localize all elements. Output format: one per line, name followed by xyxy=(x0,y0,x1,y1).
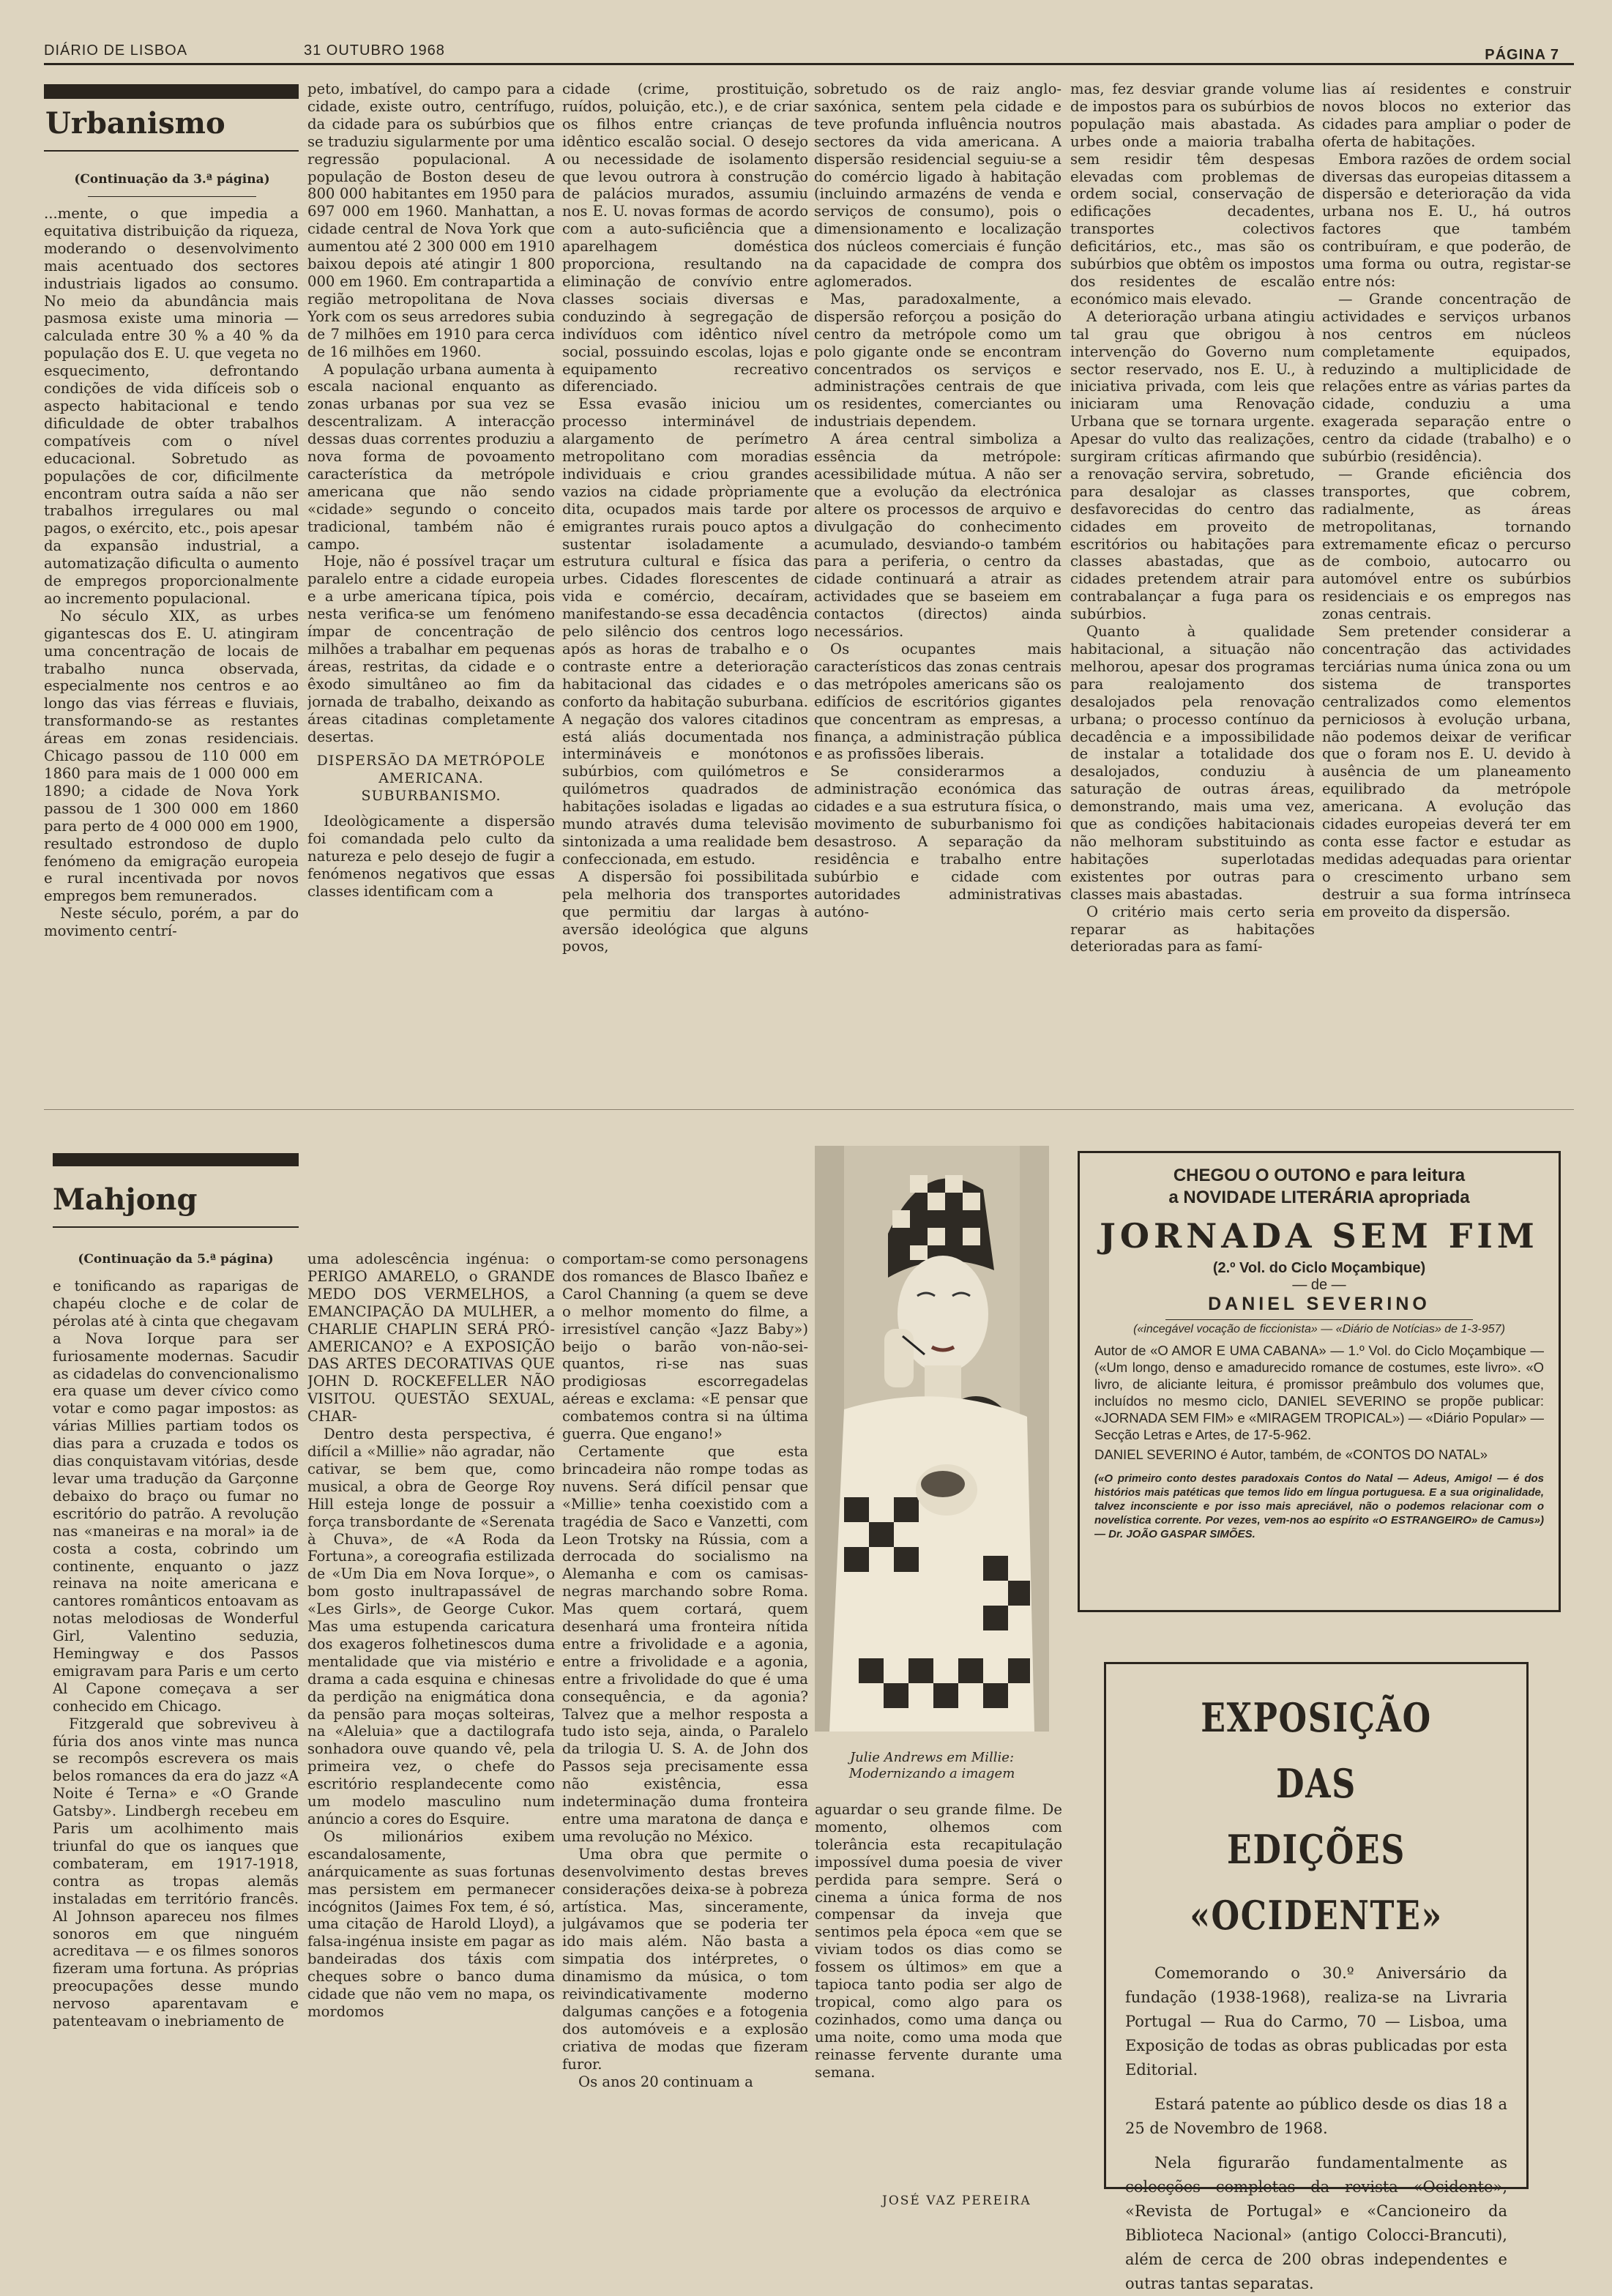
urbanismo-title-bar xyxy=(44,84,299,99)
paragraph: Neste século, porém, a par do movimento centrí- xyxy=(44,905,299,940)
exhibition-title-1: EXPOSIÇÃO DAS xyxy=(1201,1694,1432,1807)
newspaper-name: DIÁRIO DE LISBOA xyxy=(44,42,188,59)
paragraph: A dispersão foi possibilitada pela melhoria dos transportes que permitiu dar largas à aversão ideológica que alguns povos, xyxy=(562,868,808,955)
masthead-rule xyxy=(44,63,1574,65)
paragraph: Os anos 20 continuam a xyxy=(578,2073,753,2090)
paragraph: lias aí residentes e construir novos blocos no exterior das cidades para ampliar o poder de oferta de habitações. xyxy=(1322,81,1571,150)
ad-divider xyxy=(1165,1319,1473,1320)
paragraph: Estará patente ao público desde os dias 18 a 25 de Novembro de 1968. xyxy=(1125,2095,1507,2137)
photo-illustration xyxy=(815,1146,1049,1732)
urbanismo-title: Urbanismo xyxy=(45,106,225,141)
paragraph: Uma obra que permite o desenvolvimento destas breves considerações deixa-se à pobreza artística. Mas, sinceramente, julgávamos que se poderia ter ido mais além. Não basta a simpatia dos intérpretes, o dinamismo da música, o tom reivindicativamente moderno dalgumas canções e a fotogenia dos automóveis e a explosão criativa de modas que fizeram furor. xyxy=(562,1845,808,2073)
section-divider xyxy=(44,1109,1574,1110)
paragraph: Fitzgerald que sobreviveu à fúria dos anos vinte mas nunca se recompôs escrevera os mais belos romances da era do jazz «A Noite é Terna» e «O Grande Gatsby». Lindbergh recebeu em Paris um acolhimento mais triunfal do que os ianques que combateram, em 1917-1918, contra as tropas alemãs instaladas em território francês. Al Johnson apareceu nos filmes sonoros em que ninguém acreditava — e os filmes sonoros fizeram uma fortuna. As próprias preocupações desse mundo nervoso aparentavam e patenteavam o inebriamento de xyxy=(53,1715,299,2030)
urbanismo-continuation: (Continuação da 3.ª página) xyxy=(74,172,270,187)
press-quote: («incegável vocação de ficcionista» — «Diário de Notícias» de 1-3-957) xyxy=(1133,1323,1505,1335)
paragraph: A população urbana aumenta à escala nacional enquanto as zonas urbanas por sua vez se descentralizam. A interacção dessas duas correntes produziu a nova forma de povoamento característica da metrópole americana que não sendo «cidade» segundo o conceito tradicional, também não é campo. xyxy=(307,360,555,553)
section-subheading: DISPERSÃO DA METRÓPOLE AMERICANA. SUBURBANISMO. xyxy=(316,753,546,805)
paragraph: Os ocupantes mais característicos das zonas centrais das metrópoles americans são os edifícios de escritórios gigantes que concentram as empresas, a finança, a administração pública e as profissões liberais. xyxy=(814,641,1061,763)
mahjong-column-4 xyxy=(815,1801,1062,2182)
author-signature: JOSÉ VAZ PEREIRA xyxy=(882,2194,1031,2208)
paragraph: — Grande eficiência dos transportes, que cobrem, radialmente, as áreas metropolitanas, tornando extremamente eficaz o percurso de comboio, autocarro ou automóvel entre os subúrbios residenciais e os empregos nas zonas centrais. xyxy=(1322,465,1571,623)
mahjong-title: Mahjong xyxy=(53,1182,198,1217)
book-volume: (2.º Vol. do Ciclo Moçambique) xyxy=(1212,1260,1426,1276)
mahjong-continuation: (Continuação da 5.ª página) xyxy=(78,1252,274,1267)
paragraph: — Grande concentração de actividades e serviços urbanos nos centros em núcleos completamente equipados, reduzindo a multiplicidade de relações entre as várias partes da cidade, conduziu a uma exagerada separação entre o centro da cidade (trabalho) e o subúrbio (residência). xyxy=(1322,290,1571,466)
ad-review: («O primeiro conto destes paradoxais Contos do Natal — Adeus, Amigo! — é dos histórios mais patéticas que temos lido em língua portuguesa. E a sua originalidade, talvez inconsciente e por isso mais apreciável, não o podemos relacionar com o novelística corrente. Por vezes, vem-nos ao espírito «O ESTRANGEIRO» de Camus») — Dr. JOÃO GASPAR SIMÕES. xyxy=(1094,1472,1544,1540)
ad-body: Autor de «O AMOR E UMA CABANA» — 1.º Vol. do Ciclo Moçambique — («Um longo, denso e amadurecido romance de costumes, este livro». «O livro, de aliciante leitura, é promissor preâmbulo dos volumes que, incluídos no mesmo ciclo, DANIEL SEVERINO se propõe publicar: «JORNADA SEM FIM» e «MIRAGEM TROPICAL») — «Diário Popular» — Secção Letras e Artes, de 17-5-962. xyxy=(1094,1343,1544,1442)
paragraph: e tonificando as raparigas de chapéu cloche e de colar de pérolas até à cinta que chegavam a Nova Iorque para ser furiosamente modernas. Sacudir as cidadelas do convencionalismo era quase um dever cívico como votar e como pagar impostos: as várias Millies partiam todos os dias para a cruzada e todos os dias conquistavam vitórias, desde levar uma tradução da Garçonne debaixo do braço ou fumar no escritório do patrão. A revolução nas «maneiras e na moral» ia de costa a costa, cobrindo um continente, enquanto o jazz reinava na noite americana e cantores românticos entoavam as notas melodiosas de Wonderful Girl, Valentino seduzia, Hemingway e dos Passos emigravam para Paris e um certo Al Capone começava a ser conhecido em Chicago. xyxy=(53,1278,299,1715)
ad-headline-2: a NOVIDADE LITERÁRIA apropriada xyxy=(1168,1188,1470,1207)
ad-headline-1: CHEGOU O OUTONO e para leitura xyxy=(1173,1166,1466,1185)
paragraph: uma adolescência ingénua: o PERIGO AMARELO, o GRANDE MEDO DOS VERMELHOS, a EMANCIPAÇÃO DA MULHER, a CHARLIE CHAPLIN SERÁ PRÓ-AMERICANO? e A EXPOSIÇÃO DAS ARTES DECORATIVAS QUE JOHN D. ROCKEFELLER NÃO VISITOU. QUESTÃO SEXUAL, CHAR- xyxy=(307,1250,555,1425)
book-title: JORNADA SEM FIM xyxy=(1100,1216,1539,1256)
paragraph: No século XIX, as urbes gigantescas dos E. U. atingiram uma concentração de locais de trabalho nunca observada, especialmente nos centros e ao longo das vias férreas e fluviais, transformando-se as restantes áreas em zonas residenciais. Chicago passou de 110 000 em 1860 para mais de 1 000 000 em 1890; a cidade de Nova York passou de 1 300 000 em 1860 para perto de 4 000 000 em 1900, resultado estrondoso de duplo fenómeno da emigração europeia e rural incentivada por novos empregos bem remunerados. xyxy=(44,607,299,905)
page-number: PÁGINA 7 xyxy=(1485,47,1559,63)
paragraph: mas, fez desviar grande volume de impostos para os subúrbios de população mais abastada. As urbes onde a maioria trabalha sem residir têm despesas elevadas com problemas de ordem social, conservação de edificações decadentes, transportes colectivos deficitários, etc., mas são os subúrbios que obtêm os impostos dos residentes de escalão económico mais elevado. xyxy=(1070,81,1315,308)
urbanismo-column-3 xyxy=(562,81,808,1084)
paragraph: peto, imbatível, do campo para a cidade, existe outro, centrífugo, da cidade para os subúrbios que se traduziu sigularmente por uma regressão populacional. A população de Boston deseu de 800 000 habitantes em 1950 para 697 000 em 1960. Manhattan, a cidade central de Nova York que aumentou até 2 300 000 em 1910 baixou depois até atingir 1 800 000 em 1960. Em contrapartida a região metropolitana de Nova York com os seus arredores subia de 7 milhões em 1910 para cerca de 16 milhões em 1960. xyxy=(307,81,555,360)
mahjong-column-3 xyxy=(562,1250,808,2189)
paragraph: ...mente, o que impedia a equitativa distribuição da riqueza, moderando o desenvolvimento mais acentuado dos sectores industriais ligados ao consumo. No meio da abundância mais pasmosa existe uma minoria — calculada entre 30 % a 40 % da população dos E. U. que vegeta no esquecimento, defrontando condições de vida difíceis sob o aspecto habitacional e tendo dificuldade de obter trabalhos compatíveis com o nível educacional. Sobretudo as populações de cor, dificilmente encontram outra saída a não ser trabalhos irregulares ou mal pagos, o exército, etc., pois apesar da expansão industrial, a automatização dificulta o aumento de empregos proporcionalmente ao incremento populacional. xyxy=(44,205,299,607)
paragraph: A deterioração urbana atingiu tal grau que obrigou à intervenção do Governo num sector reservado, nos E. U., à iniciativa privada, com leis que iniciaram uma Renovação Urbana que se tornara urgente. Apesar do vulto das realizações, surgiram críticas afirmando que a renovação servira, sobretudo, para desalojar as classes desfavorecidas do centro das cidades em proveito de escritórios ou habitações para classes abastadas, que as cidades pretendem atrair para contrabalançar a fuga para os subúrbios. xyxy=(1070,308,1315,623)
mahjong-title-bar xyxy=(53,1153,299,1166)
exhibition-title-2: EDIÇÕES «OCIDENTE» xyxy=(1190,1826,1443,1939)
book-author: DANIEL SEVERINO xyxy=(1208,1294,1430,1314)
mahjong-column-1 xyxy=(53,1278,299,2189)
paragraph: Se considerarmos a administração económica das cidades e a sua estrutura física, o movimento de suburbanismo foi desastroso. A separação da residência e trabalho entre subúrbio e cidade com autoridades administrativas autóno- xyxy=(814,763,1061,920)
paragraph: cidade (crime, prostituição, ruídos, poluição, etc.), e de criar os filhos entre crianças de idêntico escalão social. O desejo ou necessidade de isolamento que levou outrora à construção de palácios murados, assumiu nos E. U. novas formas de acordo com a auto-suficiência que a aparelhagem doméstica proporciona, resultando na eliminação de convívio entre classes sociais diversas e conduzindo à segregação de indivíduos com idêntico nível social, possuindo escolas, lojas e equipamento recreativo diferenciado. xyxy=(562,81,808,395)
book-advertisement xyxy=(1078,1151,1561,1612)
paragraph: Comemorando o 30.º Aniversário da fundação (1938-1968), realiza-se na Livraria Portugal — Rua do Carmo, 70 — Lisboa, uma Exposição de todas as obras publicadas por esta Editorial. xyxy=(1125,1964,1507,2079)
paragraph: Os milionários exibem escandalosamente, anárquicamente as suas fortunas mas persistem em permanecer incógnitos (Jaimes Fox tem, é só, uma citação de Harold Lloyd), a falsa-ingénua insiste em pagar as bandeiradas dos táxis com cheques sobre o banco duma cidade que não vem no mapa, os mordomos xyxy=(307,1827,555,2020)
paragraph: Essa evasão iniciou um processo interminável de alargamento de perímetro metropolitano com moradias individuais e criou grandes vazios na cidade pròpriamente dita, ocupados mais tarde por emigrantes rurais pouco aptos a sustentar isoladamente a estrutura cultural e física das urbes. Cidades florescentes de vida e comércio, decaíram, manifestando-se essa decadência pelo silêncio dos centros logo após as horas de trabalho e o contraste entre a deterioração habitacional das cidades e o conforto da habitação suburbana. A negação dos valores citadinos está aliás documentada nos intermináveis e monótonos subúrbios, com quilómetros e quilómetros quadrados de habitações isoladas e ligadas ao mundo através duma televisão sintonizada a uma realidade bem confeccionada, em estudo. xyxy=(562,395,808,868)
mahjong-column-2 xyxy=(307,1250,555,2189)
paragraph: Embora razões de ordem social diversas das europeias ditassem a dispersão e deterioração da vida urbana nos E. U., há outros factores que também contribuíram, e que poderão, de uma forma ou outra, registar-se entre nós: xyxy=(1322,150,1571,290)
film-still-photo xyxy=(815,1146,1049,1732)
exhibition-advertisement xyxy=(1104,1662,1529,2292)
paragraph: comportam-se como personagens dos romances de Blasco Ibañez e Carol Channing (a quem se deve o melhor momento do filme, a irresistível canção «Jazz Baby») beijo o barão von-não-sei-quantos, ri-se nas suas prodigiosas escorregadelas aéreas e exclama: «E pensar que combatemos contra si na última guerra. Que engano!» xyxy=(562,1250,808,1443)
paragraph: Mas, paradoxalmente, a dispersão reforçou a posição do centro da metrópole como um polo gigante onde se encontram concentrados os serviços e administrações centrais de que os residentes, comerciantes ou industriais dependem. xyxy=(814,290,1061,430)
paragraph: Quanto à qualidade habitacional, a situação não melhorou, apesar dos programas para realojamento dos desalojados pela renovação urbana; o processo contínuo da decadência e a impossibilidade de instalar a totalidade dos desalojados, conduziu à saturação de outras áreas, demonstrando, mais uma vez, que as condições habitacionais não melhoram substituindo as habitações superlotadas existentes por outras para classes mais abastadas. xyxy=(1070,623,1315,903)
urbanismo-column-4 xyxy=(814,81,1061,1084)
paragraph: A área central simboliza a essência da metrópole: acessibilidade mútua. A não ser que a evolução da electrónica altere os processos de arquivo e divulgação do conhecimento acumulado, desviando-o também para a periferia, o centro da cidade continuará a atrair as actividades que se baseiem em contactos (directos) ainda necessários. xyxy=(814,430,1061,641)
continuation-rule xyxy=(88,196,256,197)
issue-date: 31 OUTUBRO 1968 xyxy=(304,42,445,59)
paragraph: Sem pretender considerar a concentração das actividades terciárias numa única zona ou um sistema de transportes centralizados como elementos perniciosos à evolução urbana, não podemos deixar de verificar que o foram nos E. U. devido à ausência de um planeamento equilibrado da metrópole americana. A evolução das cidades europeias deverá ter em conta esse factor e estudar as medidas adequadas para orientar o crescimento urbano sem destruir a sua forma intrínseca em proveito da dispersão. xyxy=(1322,623,1571,920)
masthead xyxy=(44,38,1574,63)
urbanismo-column-1 xyxy=(44,205,299,1084)
paragraph: aguardar o seu grande filme. De momento, olhemos com tolerância esta recapitulação impossível duma poesia de viver perdida para sempre. Será o cinema a única forma de nos compensar da inveja que sentimos pela época «em que se viviam todos os dias como se fossem os últimos» em que a tapioca tanto podia ser algo de tropical, como algo para os cozinhados, como uma dança ou uma noite, como uma moda que reinasse fervente durante uma semana. xyxy=(815,1801,1062,2081)
photo-caption: Julie Andrews em Millie: Modernizando a imagem xyxy=(848,1750,1015,1781)
urbanismo-column-2 xyxy=(307,81,555,1084)
paragraph: O critério mais certo seria reparar as habitações deterioradas para as famí- xyxy=(1070,903,1315,955)
urbanismo-column-5 xyxy=(1070,81,1315,1084)
mahjong-title-rule xyxy=(53,1226,299,1228)
urbanismo-column-6 xyxy=(1322,81,1571,1084)
paragraph: Ideològicamente a dispersão foi comandada pelo culto da natureza e pelo desejo de fugir a fenómenos negativos que essas classes identificam com a xyxy=(307,813,555,900)
urbanismo-title-rule xyxy=(44,150,299,152)
paragraph: Hoje, não é possível traçar um paralelo entre a cidade europeia e a urbe americana típica, pois nesta verifica-se um fenómeno ímpar de concentração de milhões a trabalhar em pequenas áreas, restritas, da cidade e o êxodo simultâneo ao fim da jornada de trabalho, deixando as áreas citadinas completamente desertas. xyxy=(307,553,555,745)
paragraph: Certamente que esta brincadeira não rompe todas as nuvens. Será difícil pensar que «Millie» tenha coexistido com a tragédia de Saco e Vanzetti, com Leon Trotsky na Rússia, com a derrocada do socialismo na Alemanha e com os camisas-negras marchando sobre Roma. Mas quem cortará, quem desenhará uma fronteira nítida entre a frivolidade e a agonia, entre a frivolidade e a agonia, entre a frivolidade do que é uma consequência, e da agonia? Talvez que a melhor resposta a tudo isto seja, ainda, o Paralelo da trilogia U. S. A. de John dos Passos seja precisamente essa não existência, essa indeterminação duma fronteira entre uma maratona de dança e uma revolução no México. xyxy=(562,1442,808,1845)
exhibition-body xyxy=(1125,1961,1507,2296)
by-line: — de — xyxy=(1292,1277,1346,1293)
paragraph: Nela figurarão fundamentalmente as colecções completas da revista «Ocidente», «Revista de Portugal» e «Cancioneiro da Biblioteca Nacional» (antigo Colocci-Brancuti), além de cerca de 200 obras independentes e outras tantas separatas. xyxy=(1125,2154,1507,2292)
paragraph: sobretudo os de raiz anglo-saxónica, sentem pela cidade e teve profunda influência noutros sectores da vida americana. A dispersão residencial seguiu-se a do comércio ligado à habitação (incluindo armazéns de venda e serviços de consumo), pois o dimensionamento e localização dos núcleos comerciais é função da capacidade de compra dos aglomerados. xyxy=(814,81,1061,290)
paragraph: Dentro desta perspectiva, é difícil a «Millie» não agradar, não cativar, se bem que, como musical, a obra de George Roy Hill esteja longe de possuir a força transbordante de «Serenata à Chuva», de «A Roda da Fortuna», a coreografia estilizada de «Um Dia em Nova Iorque», o bom gosto inultrapassável de «Les Girls», de George Cukor. Mas uma estupenda caricatura dos exageros folhetinescos duma mentalidade que via mistério e drama a cada esquina e chinesas da perdição na enigmática dona da pensão para moças solteiras, na «Aleluia» que a dactilografa sonhadora ouve quando vê, pela primeira vez, o chefe do escritório resplandecente como um modelo masculino num anúncio a cores do Esquire. xyxy=(307,1425,555,1827)
ad-body-2: DANIEL SEVERINO é Autor, também, de «CONTOS DO NATAL» xyxy=(1094,1447,1488,1462)
